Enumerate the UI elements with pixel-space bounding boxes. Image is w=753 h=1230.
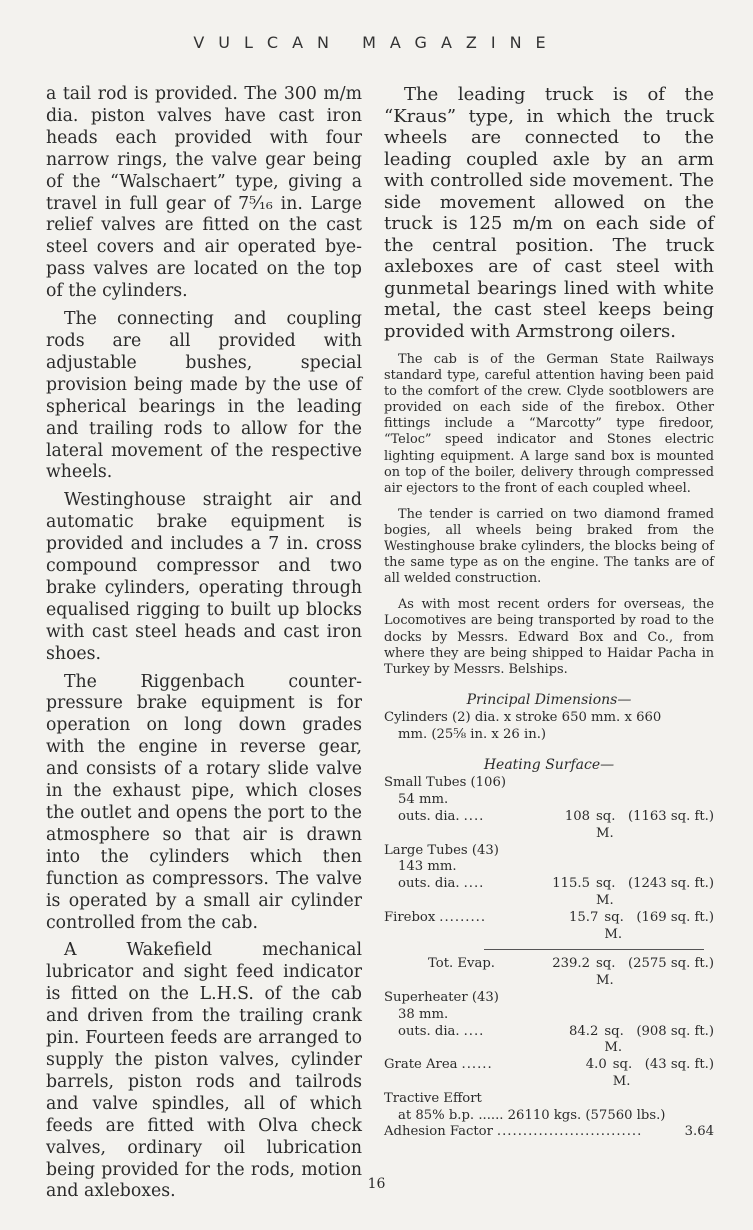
row-dots: .........	[439, 909, 487, 925]
left-column	[46, 84, 362, 1203]
total-rule	[484, 949, 704, 950]
page-number: 16	[367, 1176, 386, 1192]
small-tubes-row	[384, 809, 714, 843]
superheater-size: 38 mm.	[398, 1006, 449, 1022]
row-value: 84.2	[569, 1023, 599, 1039]
principal-dimensions-heading: Principal Dimensions—	[466, 691, 632, 708]
cylinders-line-2: mm. (25⅝ in. x 26 in.)	[398, 726, 547, 742]
row-label: outs. dia.	[398, 876, 460, 892]
grate-area-row	[384, 1057, 714, 1091]
paragraph-leading-truck: The leading truck is of the “Kraus” type, in which the truck wheels are connected to the leading coupled axle by an arm with controlled side movement. The side movement allowed on the truck is 125 m/m on each side of the central position. The truck axleboxes are of cast steel with gunmetal bearings lined with white metal, the cast steel keeps being provided with Armstrong oilers.	[384, 84, 714, 342]
tractive-effort-value: at 85% b.p. ...... 26110 kgs. (57560 lbs.)	[398, 1107, 666, 1123]
row-label: Firebox	[384, 909, 436, 925]
row-imperial: (1243 sq. ft.)	[627, 876, 714, 892]
total-evap-row	[384, 956, 714, 990]
firebox-row	[384, 910, 714, 944]
row-value: 15.7	[569, 909, 599, 925]
paragraph-valves: a tail rod is provided. The 300 m/m dia. piston valves have cast iron heads each provided with four narrow rings, the valve gear being of the “Walschaert” type, giving a travel in full gear of 7⁵⁄₁₆ in. Large relief valves are fitted on the cast steel covers and air operated bye-pass valves are located on the top of the cylinders.	[46, 84, 362, 302]
row-unit: sq. M.	[595, 876, 616, 908]
paragraph-tender: The tender is carried on two diamond framed bogies, all wheels being braked from the Westinghouse brake cylinders, the blocks being of the same type as on the engine. The tanks are of all welded construction.	[384, 506, 714, 587]
row-label: Tot. Evap.	[428, 956, 495, 972]
large-tubes-size: 143 mm.	[398, 859, 457, 875]
row-unit: sq. M.	[612, 1057, 633, 1089]
row-unit: sq. M.	[595, 956, 616, 989]
row-imperial: (908 sq. ft.)	[636, 1023, 714, 1039]
superheater: Superheater (43)	[384, 989, 499, 1005]
row-dots: ....	[463, 876, 485, 892]
tractive-effort: Tractive Effort	[384, 1090, 482, 1106]
row-dots: ....	[463, 1023, 485, 1039]
cylinders-line: Cylinders (2) dia. x stroke 650 mm. x 660	[384, 709, 662, 725]
small-tubes: Small Tubes (106)	[384, 775, 506, 791]
row-unit: sq. M.	[604, 1023, 624, 1056]
paragraph-lubricator: A Wakefield mechanical lubricator and sight feed indicator is fitted on the L.H.S. of the cab and driven from the trailing crank pin. Fourteen feeds are arranged to supply the piston valves, cylinder barrels, piston rods and tailrods and valve spindles, all of which feeds are fitted with Olva check valves, ordinary oil lubrication being provided for the rods, motion and axleboxes.	[46, 940, 362, 1202]
row-unit: sq. M.	[604, 909, 624, 942]
row-imperial: (2575 sq. ft.)	[627, 956, 714, 972]
row-imperial: (43 sq. ft.)	[644, 1057, 714, 1073]
row-dots: ....	[463, 808, 485, 824]
row-unit: sq. M.	[595, 808, 616, 841]
row-dots: ............................	[496, 1124, 643, 1140]
row-value: 115.5	[552, 876, 590, 892]
row-label: Adhesion Factor	[384, 1124, 493, 1140]
paragraph-transport: As with most recent orders for overseas, the Locomotives are being transported by road to the docks by Messrs. Edward Box and Co., from where they are being shipped to Haidar Pacha in Turkey by Messrs. Belships.	[384, 597, 714, 677]
page-header: VULCAN MAGAZINE	[193, 33, 560, 52]
row-dots: ......	[461, 1057, 493, 1073]
large-tubes: Large Tubes (43)	[384, 842, 499, 858]
row-label: Grate Area	[384, 1057, 458, 1073]
right-column	[384, 84, 714, 1141]
paragraph-riggenbach: The Riggenbach counter-pressure brake equipment is for operation on long down grades with the engine in reverse gear, and consists of a rotary slide valve in the exhaust pipe, which closes the outlet and opens the port to the atmosphere so that air is drawn into the cylinders which then function as compressors. The valve is operated by a small air cylinder controlled from the cab.	[46, 671, 362, 933]
row-label: outs. dia.	[398, 1023, 460, 1039]
row-dots	[495, 956, 534, 990]
row-imperial: (169 sq. ft.)	[636, 909, 714, 925]
row-value: 108	[564, 808, 590, 824]
superheater-row	[384, 1024, 714, 1058]
paragraph-brakes: Westinghouse straight air and automatic brake equipment is provided and includes a 7 in. cross compound compressor and two brake cylinders, operating through equalised rigging to built up blocks with cast steel heads and cast iron shoes.	[46, 490, 362, 664]
large-tubes-row	[384, 876, 714, 910]
adhesion-row	[384, 1124, 714, 1141]
paragraph-cab: The cab is of the German State Railways standard type, careful attention having been paid to the comfort of the crew. Clyde sootblowers are provided on each side of the firebox. Other fittings include a “Marcotty” type firedoor, “Teloc” speed indicator and Stones electric lighting equipment. A large sand box is mounted on top of the boiler, delivery through compressed air ejectors to the front of each coupled wheel.	[384, 352, 714, 496]
row-label: outs. dia.	[398, 808, 460, 824]
row-imperial: (1163 sq. ft.)	[627, 808, 714, 824]
row-value: 4.0	[585, 1057, 607, 1073]
small-tubes-size: 54 mm.	[398, 792, 449, 808]
paragraph-rods: The connecting and coupling rods are all provided with adjustable bushes, special provision being made by the use of spherical bearings in the leading and trailing rods to allow for the lateral movement of the respective wheels.	[46, 309, 362, 483]
row-value: 239.2	[552, 956, 590, 972]
heating-surface-heading: Heating Surface—	[483, 757, 615, 774]
row-value: 3.64	[684, 1124, 714, 1140]
